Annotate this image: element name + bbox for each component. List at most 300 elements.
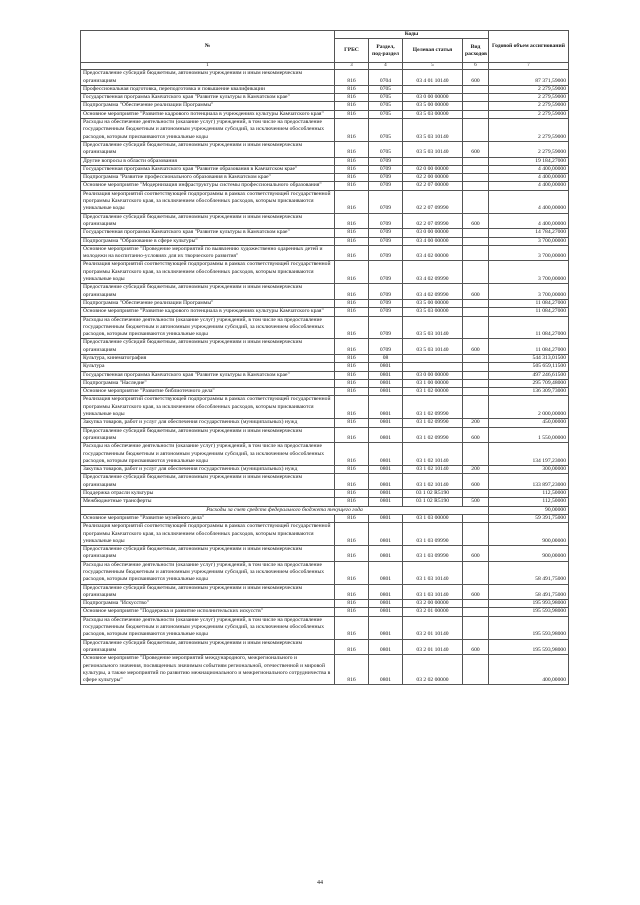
exptype-cell — [463, 490, 489, 498]
table-row — [81, 213, 569, 229]
target-cell: 03 1 03 10140 — [403, 561, 463, 584]
name-cell: Предоставление субсидий бюджетным, автономным учреждениям и иным некоммерческим организациям — [81, 584, 335, 600]
section-cell: 0801 — [369, 600, 403, 608]
sum-cell: 900,00000 — [489, 523, 569, 546]
sum-cell: 450,00000 — [489, 419, 569, 427]
sum-cell: 900,00000 — [489, 546, 569, 562]
exptype-cell — [463, 316, 489, 339]
section-cell: 0705 — [369, 94, 403, 102]
name-cell: Основное мероприятие "Проведение мероприятий по выявлению художественно одаренных детей и молодежи на воспитанно-условиях для их творческого развития" — [81, 245, 335, 261]
grbs-cell: 816 — [335, 371, 369, 379]
section-cell: 0801 — [369, 608, 403, 616]
sum-cell: 2 279,59000 — [489, 119, 569, 142]
sum-cell: 3 700,00000 — [489, 284, 569, 300]
grbs-cell: 816 — [335, 639, 369, 655]
grbs-cell: 816 — [335, 190, 369, 213]
section-cell: 0801 — [369, 363, 403, 371]
sum-cell: 2 279,59000 — [489, 102, 569, 110]
exptype-cell — [463, 174, 489, 182]
exptype-cell — [463, 354, 489, 362]
name-cell: Закупка товаров, работ и услуг для обеспечения государственных (муниципальных) нужд — [81, 419, 335, 427]
section-cell: 0801 — [369, 443, 403, 466]
target-cell: 03 4 01 10140 — [403, 70, 463, 86]
sum-cell: 19 184,27000 — [489, 157, 569, 165]
target-cell: 03 1 02 00000 — [403, 388, 463, 396]
sum-cell: 195 593,98000 — [489, 616, 569, 639]
grbs-cell: 816 — [335, 85, 369, 93]
target-cell: 03 4 00 00000 — [403, 237, 463, 245]
section-cell: 0709 — [369, 174, 403, 182]
target-cell: 03 2 00 00000 — [403, 600, 463, 608]
table-row — [81, 419, 569, 427]
target-cell: 03 2 01 10140 — [403, 639, 463, 655]
sum-cell: 3 700,00000 — [489, 261, 569, 284]
exptype-cell — [463, 600, 489, 608]
section-cell: 0801 — [369, 396, 403, 419]
name-cell: Основное мероприятие "Развитие музейного дела" — [81, 514, 335, 522]
target-cell: 03 1 02 09990 — [403, 396, 463, 419]
name-cell: Государственная программа Камчатского края "Развитие культуры в Камчатском крае" — [81, 371, 335, 379]
exptype-cell — [463, 379, 489, 387]
sum-cell: 2 279,59000 — [489, 141, 569, 157]
exptype-cell: 600 — [463, 474, 489, 490]
sum-cell: 59 391,75000 — [489, 514, 569, 522]
sum-cell: 11 084,27000 — [489, 308, 569, 316]
grbs-cell: 816 — [335, 655, 369, 685]
grbs-cell: 816 — [335, 157, 369, 165]
table-row — [81, 102, 569, 110]
sum-cell: 2 000,00000 — [489, 396, 569, 419]
exptype-cell — [463, 299, 489, 307]
grbs-cell: 816 — [335, 261, 369, 284]
name-cell: Реализация мероприятий соответствующей подпрограммы в рамках соответствующей государственной программы Камчатского края, за исключением обособленных расходов, которым присваиваются уникальные коды — [81, 261, 335, 284]
section-cell: 0705 — [369, 141, 403, 157]
section-cell: 0801 — [369, 388, 403, 396]
section-cell: 0705 — [369, 110, 403, 118]
exptype-cell — [463, 388, 489, 396]
header-exptype: Вид расходов — [463, 39, 489, 63]
table-row — [81, 174, 569, 182]
section-cell: 0801 — [369, 546, 403, 562]
header-target: Целевая статья — [403, 39, 463, 63]
grbs-cell: 816 — [335, 466, 369, 474]
sum-cell: 3 700,00000 — [489, 245, 569, 261]
exptype-cell — [463, 443, 489, 466]
name-cell: Предоставление субсидий бюджетным, автономным учреждениям и иным некоммерческим организациям — [81, 474, 335, 490]
section-cell: 0801 — [369, 474, 403, 490]
name-cell: Расходы на обеспечение деятельности (оказание услуг) учреждений, в том числе на предоставление государственным бюджетным и автономным учреждениям субсидий, за исключением обособленных расходов, которым присваиваются уникальные коды — [81, 616, 335, 639]
exptype-cell — [463, 165, 489, 173]
target-cell: 03 1 02 R5190 — [403, 490, 463, 498]
header-section: Раздел, под-раздел — [369, 39, 403, 63]
section-cell: 0709 — [369, 229, 403, 237]
name-cell: Профессиональная подготовка, переподготовка и повышение квалификации — [81, 85, 335, 93]
exptype-cell: 600 — [463, 546, 489, 562]
sum-cell: 58 491,75000 — [489, 584, 569, 600]
name-cell: Расходы на обеспечение деятельности (оказание услуг) учреждений, в том числе на предоставление государственным бюджетным и автономным учреждениям субсидий, за исключением обособленных расходов, которым присваиваются уникальные коды — [81, 316, 335, 339]
budget-document — [80, 30, 568, 685]
name-cell: Основное мероприятие "Развитие библиотечного дела" — [81, 388, 335, 396]
grbs-cell: 816 — [335, 284, 369, 300]
exptype-cell — [463, 110, 489, 118]
grbs-cell: 816 — [335, 616, 369, 639]
target-cell: 03 1 02 09990 — [403, 427, 463, 443]
table-row — [81, 371, 569, 379]
header-number: № — [81, 31, 335, 63]
section-cell: 0801 — [369, 466, 403, 474]
sum-cell: 497 246,61500 — [489, 371, 569, 379]
target-cell: 03 5 00 00000 — [403, 102, 463, 110]
target-cell: 03 1 03 09990 — [403, 523, 463, 546]
grbs-cell: 816 — [335, 600, 369, 608]
exptype-cell: 600 — [463, 284, 489, 300]
sum-cell: 2 279,59000 — [489, 110, 569, 118]
name-cell: Реализация мероприятий соответствующей подпрограммы в рамках соответствующей государственной программы Камчатского края, за исключением обособленных расходов, которым присваиваются уникальные коды — [81, 190, 335, 213]
exptype-cell — [463, 85, 489, 93]
exptype-cell — [463, 514, 489, 522]
name-cell: Предоставление субсидий бюджетным, автономным учреждениям и иным некоммерческим организациям — [81, 546, 335, 562]
section-cell: 0801 — [369, 639, 403, 655]
section-cell: 0705 — [369, 119, 403, 142]
section-cell: 0801 — [369, 419, 403, 427]
table-row — [81, 339, 569, 355]
grbs-cell: 816 — [335, 379, 369, 387]
table-row — [81, 94, 569, 102]
target-cell: 03 1 02 10140 — [403, 466, 463, 474]
section-cell: 0801 — [369, 616, 403, 639]
target-cell: 02 2 00 00000 — [403, 174, 463, 182]
name-cell: Культура, кинематография — [81, 354, 335, 362]
exptype-cell: 500 — [463, 498, 489, 506]
exptype-cell — [463, 523, 489, 546]
target-cell — [403, 157, 463, 165]
table-row — [81, 299, 569, 307]
section-cell: 0709 — [369, 316, 403, 339]
table-row — [81, 308, 569, 316]
table-row — [81, 388, 569, 396]
target-cell: 03 5 03 10140 — [403, 339, 463, 355]
grbs-cell: 816 — [335, 498, 369, 506]
grbs-cell: 816 — [335, 308, 369, 316]
target-cell: 02 0 00 00000 — [403, 165, 463, 173]
target-cell: 02 2 07 09990 — [403, 190, 463, 213]
sum-cell: 87 371,59000 — [489, 70, 569, 86]
section-cell: 0801 — [369, 655, 403, 685]
grbs-cell: 816 — [335, 561, 369, 584]
table-row — [81, 600, 569, 608]
grbs-cell: 816 — [335, 354, 369, 362]
table-row — [81, 379, 569, 387]
grbs-cell: 816 — [335, 110, 369, 118]
grbs-cell: 816 — [335, 174, 369, 182]
target-cell: 03 2 01 00000 — [403, 608, 463, 616]
exptype-cell: 600 — [463, 141, 489, 157]
table-row — [81, 182, 569, 190]
target-cell: 03 5 03 10140 — [403, 119, 463, 142]
target-cell: 03 0 00 00000 — [403, 94, 463, 102]
table-row — [81, 498, 569, 506]
grbs-cell: 816 — [335, 245, 369, 261]
table-row — [81, 141, 569, 157]
grbs-cell: 816 — [335, 396, 369, 419]
grbs-cell: 816 — [335, 584, 369, 600]
sum-cell: 4 400,00000 — [489, 174, 569, 182]
target-cell: 03 5 03 00000 — [403, 110, 463, 118]
table-row — [81, 70, 569, 86]
name-cell: Подпрограмма "Искусство" — [81, 600, 335, 608]
colnum-cell: 5 — [403, 63, 463, 70]
exptype-cell: 600 — [463, 427, 489, 443]
name-cell: Предоставление субсидий бюджетным, автономным учреждениям и иным некоммерческим организациям — [81, 213, 335, 229]
table-row — [81, 561, 569, 584]
table-row — [81, 466, 569, 474]
sum-cell: 112,50000 — [489, 490, 569, 498]
name-cell: Культура — [81, 363, 335, 371]
name-cell: Государственная программа Камчатского края "Развитие культуры в Камчатском крае" — [81, 94, 335, 102]
sum-cell: 58 491,75000 — [489, 561, 569, 584]
page-number: 44 — [317, 880, 323, 886]
table-row — [81, 443, 569, 466]
exptype-cell — [463, 261, 489, 284]
grbs-cell: 816 — [335, 443, 369, 466]
grbs-cell: 816 — [335, 119, 369, 142]
sum-cell: 90,00000 — [489, 506, 569, 514]
table-row — [81, 546, 569, 562]
sum-cell: 4 400,00000 — [489, 182, 569, 190]
sum-cell: 400,00000 — [489, 655, 569, 685]
table-row — [81, 110, 569, 118]
name-cell: Основное мероприятие "Развитие кадрового потенциала в учреждениях культуры Камчатского края" — [81, 308, 335, 316]
table-row — [81, 157, 569, 165]
name-cell: Предоставление субсидий бюджетным, автономным учреждениям и иным некоммерческим организациям — [81, 427, 335, 443]
sum-cell: 505 659,11500 — [489, 363, 569, 371]
table-row — [81, 261, 569, 284]
target-cell: 03 5 03 00000 — [403, 308, 463, 316]
grbs-cell: 816 — [335, 94, 369, 102]
section-cell: 0709 — [369, 339, 403, 355]
target-cell: 03 5 03 10140 — [403, 141, 463, 157]
grbs-cell: 816 — [335, 388, 369, 396]
section-cell: 0709 — [369, 299, 403, 307]
colnum-cell: 4 — [369, 63, 403, 70]
table-row — [81, 396, 569, 419]
table-body — [81, 70, 569, 685]
section-cell: 0801 — [369, 490, 403, 498]
section-cell: 0709 — [369, 157, 403, 165]
sum-cell: 195 993,98000 — [489, 600, 569, 608]
exptype-cell — [463, 245, 489, 261]
grbs-cell: 816 — [335, 213, 369, 229]
section-cell: 0709 — [369, 165, 403, 173]
grbs-cell: 816 — [335, 141, 369, 157]
table-row — [81, 608, 569, 616]
section-cell: 0801 — [369, 523, 403, 546]
name-cell: Подпрограмма "Развитие профессионального образования в Камчатском крае" — [81, 174, 335, 182]
target-cell — [403, 363, 463, 371]
sum-cell: 4 400,00000 — [489, 165, 569, 173]
exptype-cell — [463, 94, 489, 102]
exptype-cell — [463, 655, 489, 685]
grbs-cell: 816 — [335, 474, 369, 490]
grbs-cell: 816 — [335, 299, 369, 307]
target-cell: 03 1 02 10140 — [403, 443, 463, 466]
table-row — [81, 474, 569, 490]
exptype-cell — [463, 616, 489, 639]
target-cell: 03 1 02 10140 — [403, 474, 463, 490]
table-row — [81, 284, 569, 300]
grbs-cell: 816 — [335, 165, 369, 173]
table-row — [81, 237, 569, 245]
target-cell: 03 2 02 00000 — [403, 655, 463, 685]
section-cell: 0801 — [369, 371, 403, 379]
name-cell: Реализация мероприятий соответствующей подпрограммы в рамках соответствующей государственной программы Камчатского края, за исключением обособленных расходов, которым присваиваются уникальные коды — [81, 396, 335, 419]
exptype-cell — [463, 190, 489, 213]
sum-cell: 133 897,23000 — [489, 474, 569, 490]
name-cell: Предоставление субсидий бюджетным, автономным учреждениям и иным некоммерческим организациям — [81, 339, 335, 355]
target-cell: 03 1 02 R5190 — [403, 498, 463, 506]
exptype-cell — [463, 237, 489, 245]
colnum-cell: 1 — [81, 63, 335, 70]
colnum-cell: 6 — [463, 63, 489, 70]
target-cell — [403, 354, 463, 362]
table-row — [81, 490, 569, 498]
name-cell: Расходы на обеспечение деятельности (оказание услуг) учреждений, в том числе на предоставление государственным бюджетным и автономным учреждениям субсидий, за исключением обособленных расходов, которым присваиваются уникальные коды — [81, 119, 335, 142]
name-cell: Предоставление субсидий бюджетным, автономным учреждениям и иным некоммерческим организациям — [81, 639, 335, 655]
grbs-cell: 816 — [335, 608, 369, 616]
sum-cell: 544 313,01500 — [489, 354, 569, 362]
sum-cell: 195 593,98000 — [489, 608, 569, 616]
target-cell: 03 1 03 09990 — [403, 546, 463, 562]
exptype-cell — [463, 119, 489, 142]
sum-cell: 2 279,59000 — [489, 85, 569, 93]
section-cell: 0709 — [369, 261, 403, 284]
table-row — [81, 165, 569, 173]
target-cell: 03 4 02 09990 — [403, 261, 463, 284]
exptype-cell — [463, 229, 489, 237]
exptype-cell — [463, 182, 489, 190]
exptype-cell — [463, 157, 489, 165]
colnum-cell: 7 — [489, 63, 569, 70]
section-cell: 0801 — [369, 427, 403, 443]
exptype-cell — [463, 371, 489, 379]
grbs-cell: 816 — [335, 419, 369, 427]
grbs-cell: 816 — [335, 427, 369, 443]
grbs-cell: 816 — [335, 182, 369, 190]
name-cell: Предоставление субсидий бюджетным, автономным учреждениям и иным некоммерческим организациям — [81, 141, 335, 157]
table-row — [81, 584, 569, 600]
sum-cell: 3 700,00000 — [489, 237, 569, 245]
target-cell: 03 2 01 10140 — [403, 616, 463, 639]
table-row — [81, 245, 569, 261]
name-cell: Основное мероприятие "Развитие кадрового потенциала в учреждениях культуры Камчатского края" — [81, 110, 335, 118]
name-cell: Предоставление субсидий бюджетным, автономным учреждениям и иным некоммерческим организациям — [81, 70, 335, 86]
target-cell: 03 5 00 00000 — [403, 299, 463, 307]
name-cell: Государственная программа Камчатского края "Развитие образования в Камчатском крае" — [81, 165, 335, 173]
header-row-top — [81, 31, 569, 39]
target-cell: 03 4 02 09990 — [403, 284, 463, 300]
colnum-cell: 3 — [335, 63, 369, 70]
exptype-cell — [463, 102, 489, 110]
name-cell: Реализация мероприятий соответствующей подпрограммы в рамках соответствующей государственной программы Камчатского края, за исключением обособленных расходов, которым присваиваются уникальные коды — [81, 523, 335, 546]
grbs-cell: 816 — [335, 363, 369, 371]
header-grbs: ГРБС — [335, 39, 369, 63]
sum-cell: 11 084,27000 — [489, 299, 569, 307]
name-cell: Поддержка отрасли культуры — [81, 490, 335, 498]
sum-cell: 11 084,27000 — [489, 316, 569, 339]
sum-cell: 14 784,27000 — [489, 229, 569, 237]
sum-cell: 295 709,48000 — [489, 379, 569, 387]
grbs-cell: 816 — [335, 514, 369, 522]
sum-cell: 11 084,27000 — [489, 339, 569, 355]
sum-cell: 4 400,00000 — [489, 213, 569, 229]
target-cell: 02 2 07 09990 — [403, 213, 463, 229]
grbs-cell: 816 — [335, 490, 369, 498]
table-row — [81, 427, 569, 443]
exptype-cell: 200 — [463, 466, 489, 474]
table-row — [81, 354, 569, 362]
target-cell: 03 1 00 00000 — [403, 379, 463, 387]
section-cell: 08 — [369, 354, 403, 362]
target-cell: 02 2 07 00000 — [403, 182, 463, 190]
grbs-cell: 816 — [335, 523, 369, 546]
name-cell: Основное мероприятие "Поддержка и развитие исполнительских искусств" — [81, 608, 335, 616]
section-cell: 0705 — [369, 102, 403, 110]
sum-cell: 136 309,73000 — [489, 388, 569, 396]
section-cell: 0801 — [369, 379, 403, 387]
exptype-cell: 600 — [463, 213, 489, 229]
table-row — [81, 523, 569, 546]
section-cell: 0705 — [369, 85, 403, 93]
target-cell: 03 0 00 00000 — [403, 371, 463, 379]
target-cell: 03 1 03 10140 — [403, 584, 463, 600]
grbs-cell: 816 — [335, 316, 369, 339]
exptype-cell — [463, 396, 489, 419]
sum-cell: 195 593,98000 — [489, 639, 569, 655]
name-cell: Закупка товаров, работ и услуг для обеспечения государственных (муниципальных) нужд — [81, 466, 335, 474]
exptype-cell — [463, 363, 489, 371]
table-row — [81, 119, 569, 142]
section-cell: 0801 — [369, 514, 403, 522]
header-codes: Коды — [335, 31, 489, 39]
target-cell — [403, 85, 463, 93]
section-cell: 0709 — [369, 308, 403, 316]
target-cell: 03 1 02 09990 — [403, 419, 463, 427]
table-row — [81, 616, 569, 639]
grbs-cell: 816 — [335, 546, 369, 562]
section-cell: 0709 — [369, 245, 403, 261]
section-cell: 0801 — [369, 561, 403, 584]
name-cell: Расходы на обеспечение деятельности (оказание услуг) учреждений, в том числе на предоставление государственным бюджетным и автономным учреждениям субсидий, за исключением обособленных расходов, которым присваиваются уникальные коды — [81, 443, 335, 466]
section-cell: 0709 — [369, 190, 403, 213]
section-cell: 0709 — [369, 182, 403, 190]
section-cell: 0709 — [369, 213, 403, 229]
target-cell: 03 5 03 10140 — [403, 316, 463, 339]
grbs-cell: 816 — [335, 70, 369, 86]
sum-cell: 4 400,00000 — [489, 190, 569, 213]
name-cell: Предоставление субсидий бюджетным, автономным учреждениям и иным некоммерческим организациям — [81, 284, 335, 300]
budget-table — [80, 30, 569, 685]
header-volume: Годовой объем ассигнований — [489, 31, 569, 63]
exptype-cell — [463, 561, 489, 584]
exptype-cell — [463, 608, 489, 616]
exptype-cell: 600 — [463, 339, 489, 355]
section-cell: 0709 — [369, 284, 403, 300]
section-cell: 0801 — [369, 584, 403, 600]
grbs-cell: 816 — [335, 229, 369, 237]
table-row — [81, 514, 569, 522]
sum-cell: 2 279,59000 — [489, 94, 569, 102]
exptype-cell: 200 — [463, 419, 489, 427]
